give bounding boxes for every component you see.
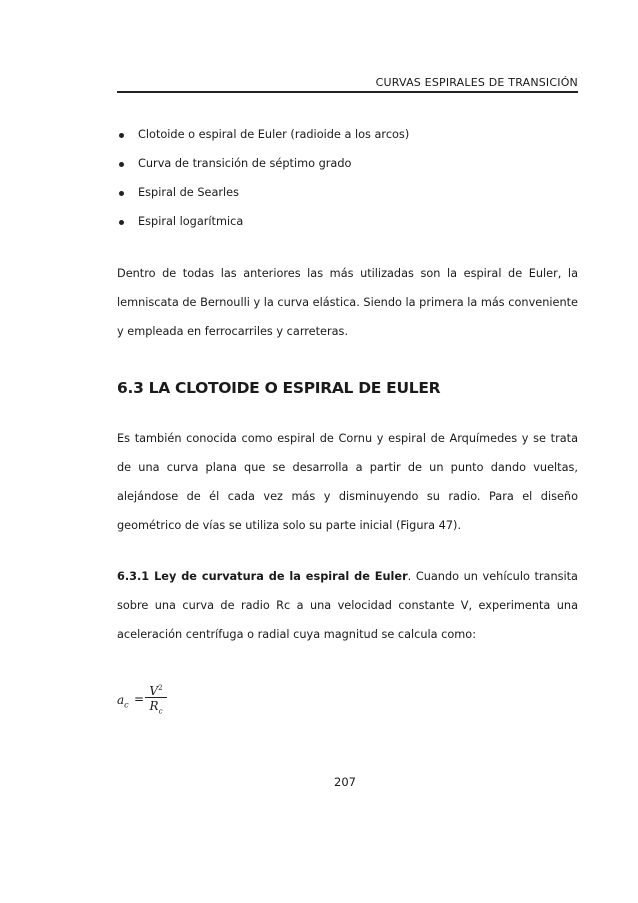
- formula-equals: =: [134, 692, 145, 706]
- formula-denominator-subscript: c: [158, 707, 163, 716]
- formula-lhs-symbol: a: [117, 693, 125, 707]
- header-rule: [117, 91, 578, 93]
- subsection-paragraph: [117, 562, 578, 649]
- bullet-item: [117, 185, 578, 214]
- formula-exponent: 2: [158, 684, 163, 692]
- subsection-text: . Cuando un vehículo transita sobre una curva de radio Rc a una velocidad constante V, experimenta una aceleración centrífuga o radial cuya magnitud se calcula como:: [117, 570, 578, 641]
- bullet-icon: [119, 162, 124, 167]
- bullet-list: [117, 127, 578, 243]
- bullet-text: Clotoide o espiral de Euler (radioide a los arcos): [138, 128, 410, 141]
- bullet-icon: [119, 133, 124, 138]
- formula-numerator: [145, 681, 167, 696]
- formula-denominator: [145, 699, 167, 714]
- bullet-text: Espiral logarítmica: [138, 215, 244, 228]
- paragraph-intro: Dentro de todas las anteriores las más utilizadas son la espiral de Euler, la lemniscata de Bernoulli y la curva elástica. Siendo la primera la más conveniente y empleada en ferrocarriles y carreteras.: [117, 267, 578, 338]
- running-header: CURVAS ESPIRALES DE TRANSICIÓN: [375, 76, 578, 89]
- bullet-icon: [119, 220, 124, 225]
- paragraph-clothoid: Es también conocida como espiral de Cornu y espiral de Arquímedes y se trata de una curva plana que se desarrolla a partir de un punto dando vueltas, alejándose de él cada vez más y disminuyendo su radio. Para el diseño geométrico de vías se utiliza solo su parte inicial (Figura 47).: [117, 432, 578, 532]
- formula-lhs: [117, 693, 129, 709]
- formula-numerator-symbol: V: [149, 684, 159, 698]
- formula-lhs-subscript: c: [124, 700, 129, 710]
- bullet-item: [117, 127, 578, 156]
- bullet-item: [117, 156, 578, 185]
- bullet-text: Curva de transición de séptimo grado: [138, 157, 352, 170]
- formula-fraction: [145, 681, 167, 714]
- section-title: 6.3 LA CLOTOIDE O ESPIRAL DE EULER: [117, 379, 441, 397]
- formula-denominator-symbol: R: [149, 699, 159, 713]
- page-number: 207: [334, 775, 356, 789]
- bullet-icon: [119, 191, 124, 196]
- subsection-title: 6.3.1 Ley de curvatura de la espiral de Euler: [117, 570, 408, 583]
- bullet-item: [117, 214, 578, 243]
- bullet-text: Espiral de Searles: [138, 186, 240, 199]
